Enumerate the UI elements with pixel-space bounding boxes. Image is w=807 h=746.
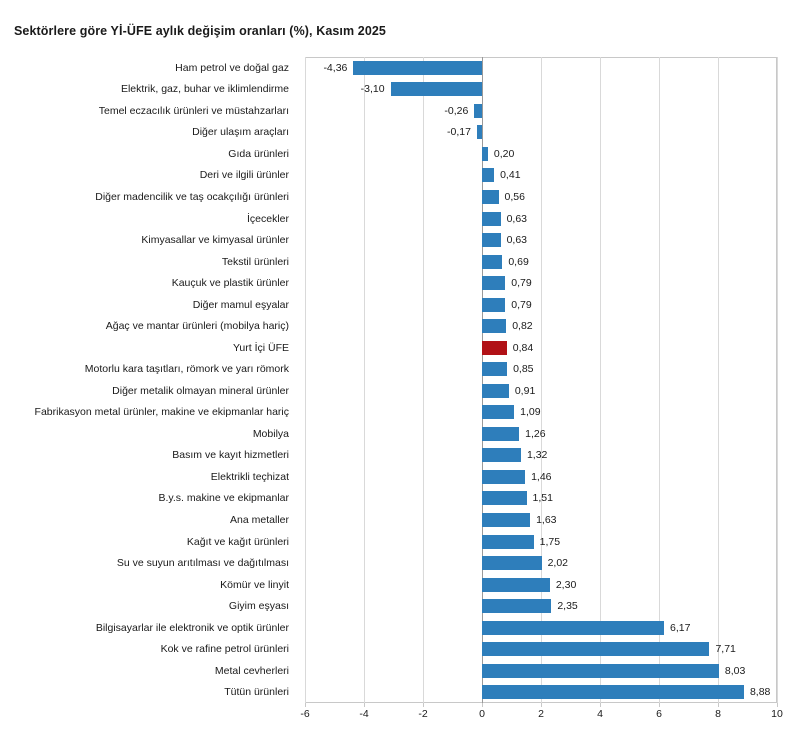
- bar-row: [305, 682, 777, 702]
- bar-row: [305, 295, 777, 315]
- bar-row: [305, 639, 777, 659]
- bar-value-label: 1,46: [531, 470, 552, 483]
- x-tick-label: 8: [715, 708, 721, 720]
- bar-value-label: 0,20: [493, 147, 515, 160]
- bar[interactable]: [482, 362, 507, 376]
- bar[interactable]: [482, 212, 501, 226]
- bar-value-label: 1,51: [532, 492, 553, 505]
- category-label: Elektrikli teçhizat: [210, 470, 289, 483]
- bar-row: [305, 661, 777, 681]
- x-tickmark: [777, 703, 778, 707]
- bar[interactable]: [482, 255, 502, 269]
- plot-area: [305, 57, 777, 703]
- bar-value-label: 7,71: [715, 643, 736, 656]
- bar-value-label: 0,82: [512, 320, 533, 333]
- category-label: Kauçuk ve plastik ürünler: [171, 277, 289, 290]
- x-gridline: [777, 57, 778, 703]
- category-label: Motorlu kara taşıtları, römork ve yarı römork: [84, 363, 289, 376]
- category-label: Kağıt ve kağıt ürünleri: [186, 535, 289, 548]
- category-label: Kok ve rafine petrol ürünleri: [160, 643, 289, 656]
- category-label: Temel eczacılık ürünleri ve müstahzarları: [98, 104, 289, 117]
- bar-value-label: 6,17: [670, 621, 691, 634]
- bar-value-label: -3,10: [360, 83, 385, 96]
- bar[interactable]: [482, 621, 664, 635]
- category-label: İçecekler: [246, 212, 289, 225]
- bar-row: [305, 618, 777, 638]
- bar-value-label: 0,79: [511, 298, 532, 311]
- bar-row: [305, 467, 777, 487]
- bar-value-label: -4,36: [323, 61, 348, 74]
- category-label: B.y.s. makine ve ekipmanlar: [158, 492, 289, 505]
- x-tickmark: [718, 703, 719, 707]
- x-tickmark: [305, 703, 306, 707]
- bar-row: [305, 187, 777, 207]
- category-label: Ana metaller: [230, 513, 289, 526]
- bar-row: [305, 165, 777, 185]
- bar[interactable]: [482, 405, 514, 419]
- bar-row: [305, 209, 777, 229]
- bar-value-label: 0,56: [504, 190, 525, 203]
- bar-value-label: 0,63: [506, 212, 528, 225]
- bar-value-label: 8,03: [724, 664, 746, 677]
- bar-value-label: 0,41: [500, 169, 521, 182]
- x-tick-label: 2: [538, 708, 544, 720]
- category-label: Ağaç ve mantar ürünleri (mobilya hariç): [105, 320, 289, 333]
- bar-value-label: 1,32: [526, 449, 548, 462]
- bar[interactable]: [482, 168, 494, 182]
- bar[interactable]: [482, 470, 525, 484]
- bar-row: [305, 230, 777, 250]
- bar-value-label: 1,09: [520, 406, 541, 419]
- x-tick-label: 10: [771, 708, 783, 720]
- bar[interactable]: [482, 147, 488, 161]
- category-label: Diğer metalik olmayan mineral ürünler: [112, 384, 289, 397]
- x-tick-label: -6: [300, 708, 310, 720]
- bar[interactable]: [482, 448, 521, 462]
- bar-row: [305, 58, 777, 78]
- category-label: Su ve suyun arıtılması ve dağıtılması: [116, 557, 289, 570]
- bar-value-label: 2,30: [555, 578, 577, 591]
- category-label: Deri ve ilgili ürünler: [199, 169, 289, 182]
- x-tickmark: [659, 703, 660, 707]
- category-label: Mobilya: [252, 427, 289, 440]
- bar-row: [305, 553, 777, 573]
- bar[interactable]: [482, 190, 499, 204]
- bar[interactable]: [477, 125, 482, 139]
- x-tick-label: 0: [479, 708, 485, 720]
- bar-row: [305, 122, 777, 142]
- bar-row: [305, 402, 777, 422]
- bar-value-label: 0,69: [508, 255, 529, 268]
- category-label: Diğer madencilik ve taş ocakçılığı ürünleri: [95, 190, 289, 203]
- chart-title: Sektörlere göre Yİ-ÜFE aylık değişim oranları (%), Kasım 2025: [14, 24, 386, 38]
- bar[interactable]: [482, 578, 550, 592]
- bar[interactable]: [353, 61, 482, 75]
- bar-value-label: 1,75: [539, 535, 561, 548]
- bar-value-label: 0,85: [513, 363, 534, 376]
- x-tick-label: -4: [359, 708, 369, 720]
- bar-row: [305, 252, 777, 272]
- bar[interactable]: [482, 664, 719, 678]
- bar[interactable]: [482, 491, 527, 505]
- bar[interactable]: [482, 535, 534, 549]
- category-label: Elektrik, gaz, buhar ve iklimlendirme: [120, 83, 289, 96]
- bar-row: [305, 575, 777, 595]
- bar[interactable]: [482, 276, 505, 290]
- x-tick-label: 6: [656, 708, 662, 720]
- category-label: Diğer ulaşım araçları: [192, 126, 289, 139]
- category-label: Gıda ürünleri: [228, 147, 289, 160]
- bar[interactable]: [391, 82, 482, 96]
- bar[interactable]: [482, 685, 744, 699]
- bar-row: [305, 144, 777, 164]
- category-label: Bilgisayarlar ile elektronik ve optik ürünler: [95, 621, 289, 634]
- bar-value-label: 1,63: [536, 513, 557, 526]
- category-label: Ham petrol ve doğal gaz: [175, 61, 289, 74]
- category-label: Fabrikasyon metal ürünler, makine ve ekipmanlar hariç: [34, 406, 289, 419]
- x-tick-label: 4: [597, 708, 603, 720]
- bar-value-label: 2,35: [557, 600, 578, 613]
- bar-value-label: 0,84: [512, 341, 534, 354]
- category-label: Basım ve kayıt hizmetleri: [172, 449, 289, 462]
- bar-value-label: 1,26: [525, 427, 546, 440]
- bar-row: [305, 79, 777, 99]
- category-label: Tütün ürünleri: [224, 686, 289, 699]
- category-label: Giyim eşyası: [228, 600, 289, 613]
- bar-row: [305, 273, 777, 293]
- bar-value-label: 0,79: [511, 277, 532, 290]
- category-label: Tekstil ürünleri: [221, 255, 289, 268]
- category-label: Yurt İçi ÜFE: [232, 341, 289, 354]
- bar[interactable]: [482, 384, 509, 398]
- bar[interactable]: [474, 104, 482, 118]
- bar-row: [305, 532, 777, 552]
- bar[interactable]: [482, 427, 519, 441]
- bar-row: [305, 596, 777, 616]
- bar[interactable]: [482, 298, 505, 312]
- bar-row: [305, 381, 777, 401]
- bar-row: [305, 101, 777, 121]
- x-tickmark: [364, 703, 365, 707]
- bar[interactable]: [482, 341, 507, 355]
- bar[interactable]: [482, 599, 551, 613]
- category-label: Metal cevherleri: [214, 664, 289, 677]
- bar[interactable]: [482, 556, 542, 570]
- x-tickmark: [600, 703, 601, 707]
- bar-value-label: 0,91: [514, 384, 536, 397]
- bar[interactable]: [482, 513, 530, 527]
- bar[interactable]: [482, 642, 709, 656]
- x-tickmark: [423, 703, 424, 707]
- x-tick-label: -2: [418, 708, 428, 720]
- bar-row: [305, 445, 777, 465]
- category-label: Diğer mamul eşyalar: [192, 298, 289, 311]
- bar[interactable]: [482, 319, 506, 333]
- bar-row: [305, 510, 777, 530]
- bar-value-label: 0,63: [506, 234, 528, 247]
- category-axis: [0, 57, 297, 703]
- bar-value-label: 2,02: [547, 557, 569, 570]
- bar-value-label: 8,88: [749, 686, 771, 699]
- bar-row: [305, 488, 777, 508]
- bar-row: [305, 424, 777, 444]
- bar[interactable]: [482, 233, 501, 247]
- category-label: Kömür ve linyit: [220, 578, 289, 591]
- bar-row: [305, 359, 777, 379]
- x-tickmark: [482, 703, 483, 707]
- bar-row: [305, 316, 777, 336]
- x-tickmark: [541, 703, 542, 707]
- category-label: Kimyasallar ve kimyasal ürünler: [141, 234, 289, 247]
- bar-row: [305, 338, 777, 358]
- bar-value-label: -0,26: [444, 104, 469, 117]
- bar-value-label: -0,17: [447, 126, 471, 139]
